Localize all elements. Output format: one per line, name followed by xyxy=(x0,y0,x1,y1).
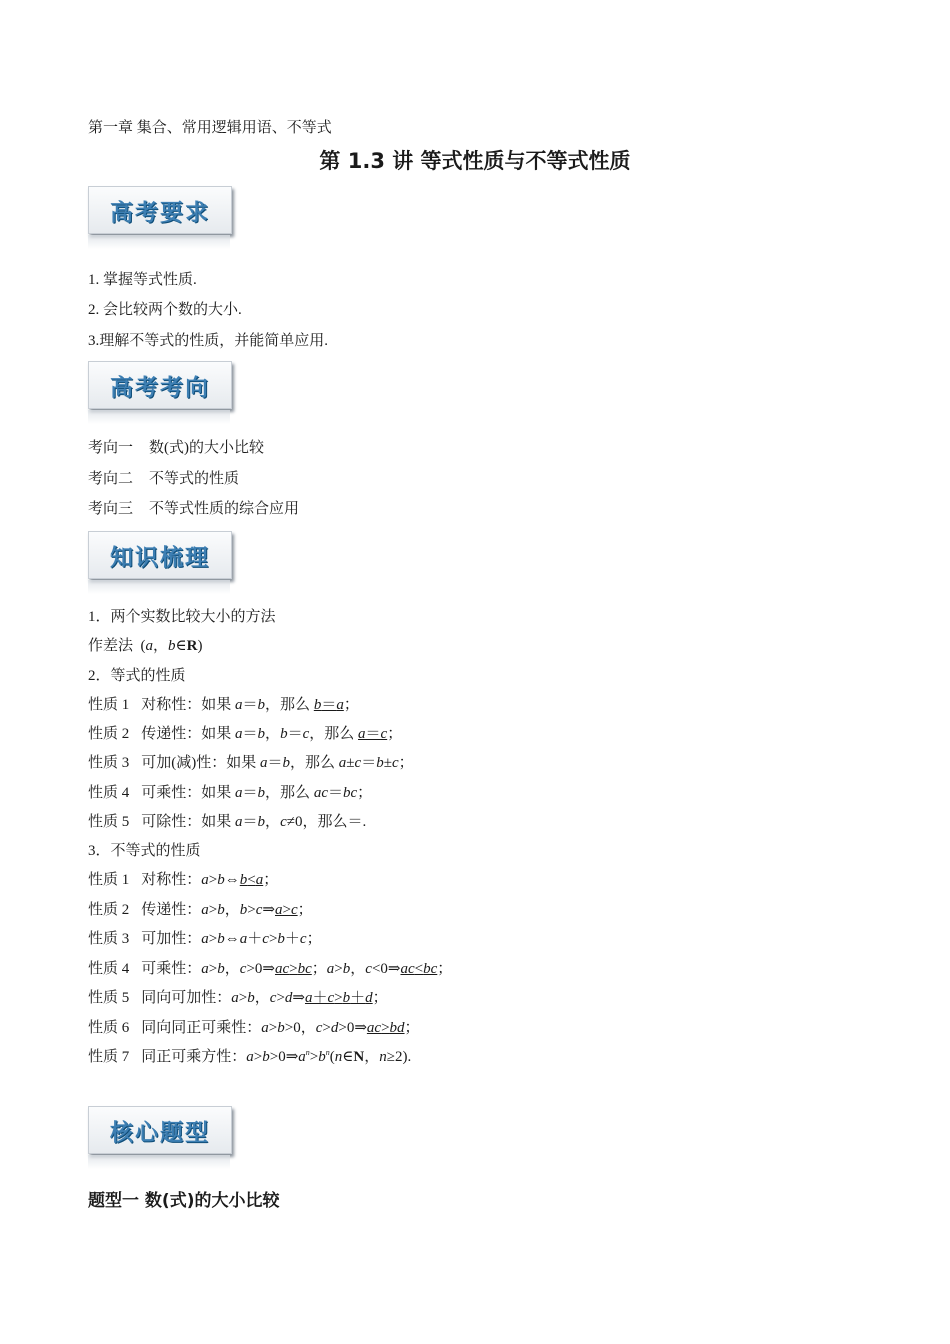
banner-knowledge-label: 知识梳理 xyxy=(110,544,210,571)
page-title: 第 1.3 讲 等式性质与不等式性质 xyxy=(319,149,631,173)
direction-text: 不等式性质的综合应用 xyxy=(149,501,300,517)
banner-requirements-label: 高考要求 xyxy=(110,199,210,226)
direction-item xyxy=(88,467,239,488)
banner-core xyxy=(88,1106,232,1170)
section-title: 2．等式的性质 xyxy=(88,668,186,684)
direction-label: 考向二 xyxy=(88,471,134,487)
inequality-property-4: 性质 4 可乘性：a>b，c>0⇒ac>bc；a>b，c<0⇒ac<bc； xyxy=(88,961,453,977)
equality-property-4: 性质 4 可乘性：如果 a＝b，那么 ac＝bc； xyxy=(88,785,373,801)
method-label: 作差法 xyxy=(88,638,134,654)
inequality-property-3: 性质 3 可加性：a>b⇔a＋c>b＋c； xyxy=(88,931,322,947)
requirement-item: 1. 掌握等式性质. xyxy=(88,272,197,288)
banner-directions-label: 高考考向 xyxy=(110,374,210,401)
direction-item xyxy=(88,436,264,457)
direction-label: 考向一 xyxy=(88,440,134,456)
inequality-property-1: 性质 1 对称性：a>b⇔b<a； xyxy=(88,872,279,888)
inequality-property-5: 性质 5 同向可加性：a>b，c>d⇒a＋c>b＋d； xyxy=(88,990,388,1006)
direction-item xyxy=(88,497,299,518)
direction-text: 不等式的性质 xyxy=(149,471,240,487)
inequality-property-7: 性质 7 同正可乘方性：$a>b>0\Rightarrow a^n>b^n(n\in N$，n≥2). xyxy=(88,1048,412,1065)
core-type-heading: 题型一 数(式)的大小比较 xyxy=(88,1191,280,1211)
banner-core-label: 核心题型 xyxy=(110,1119,210,1146)
banner-knowledge xyxy=(88,531,232,595)
banner-directions xyxy=(88,361,232,425)
equality-property-3: 性质 3 可加(减)性：如果 a＝b，那么 a±c＝b±c； xyxy=(88,755,414,771)
method-line: 作差法 (a，b∈R) xyxy=(88,638,203,654)
section-title: 3．不等式的性质 xyxy=(88,843,201,859)
inequality-property-2: 性质 2 传递性：a>b，b>c⇒a>c； xyxy=(88,902,313,918)
requirement-item: 2. 会比较两个数的大小. xyxy=(88,302,242,318)
section-title: 1．两个实数比较大小的方法 xyxy=(88,609,276,625)
direction-text: 数(式)的大小比较 xyxy=(149,440,265,456)
chapter-heading: 第一章 集合、常用逻辑用语、不等式 xyxy=(88,120,332,136)
direction-label: 考向三 xyxy=(88,501,134,517)
requirement-item: 3.理解不等式的性质，并能简单应用. xyxy=(88,333,329,349)
equality-property-1: 性质 1 对称性：如果 a＝b，那么 b＝a； xyxy=(88,697,359,713)
banner-requirements xyxy=(88,186,232,250)
equality-property-2: 性质 2 传递性：如果 a＝b，b＝c，那么 a＝c； xyxy=(88,726,403,742)
inequality-property-6: 性质 6 同向同正可乘性：a>b>0，c>d>0⇒ac>bd； xyxy=(88,1020,420,1036)
equality-property-5: 性质 5 可除性：如果 a＝b，c≠0，那么＝. xyxy=(88,814,367,830)
